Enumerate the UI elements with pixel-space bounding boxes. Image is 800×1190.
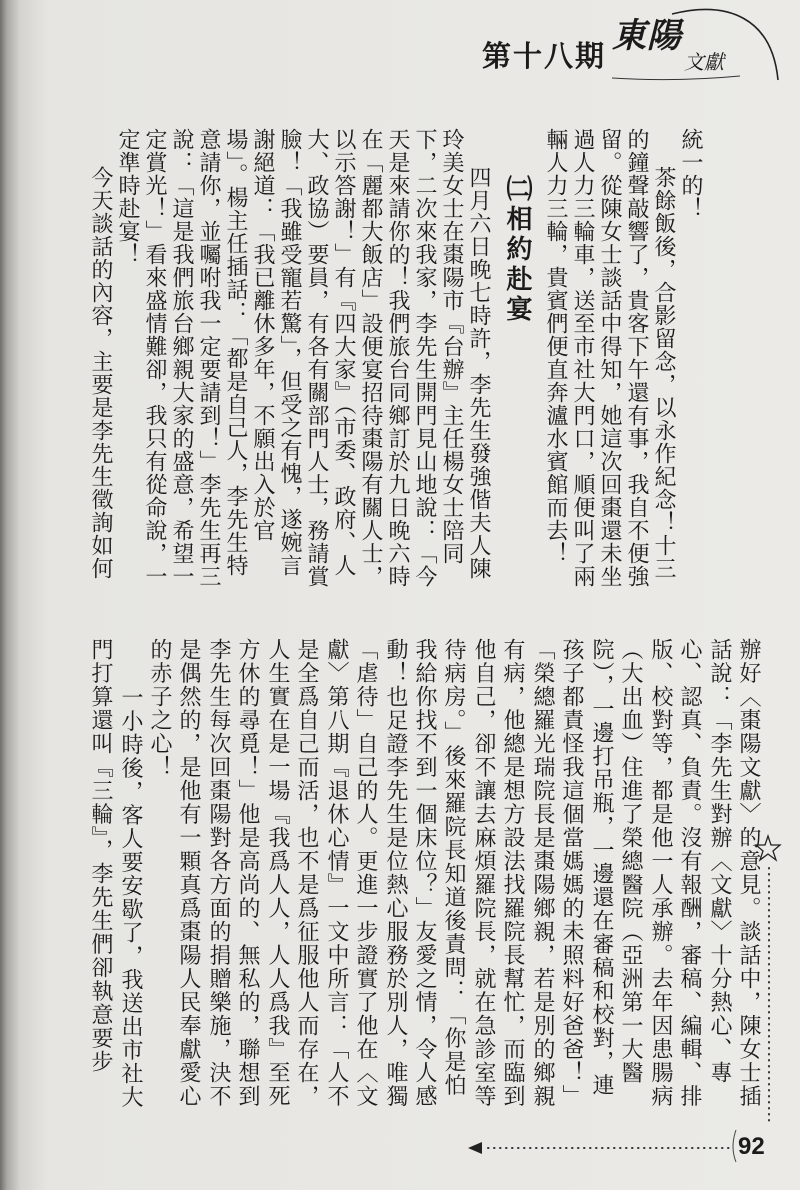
text-column: 版、校對等，都是他一人承辦。去年因患腸病 xyxy=(648,638,673,1108)
text-column: 待病房。」後來羅院長知道後責問：「你是怕 xyxy=(441,638,466,1097)
text-column: 孩子都責怪我這個當媽媽的未照料好爸爸！」 xyxy=(559,638,584,1108)
text-column: 天是來請你的！我們旅台同鄉訂於九日晚六時 xyxy=(385,128,410,588)
text-column: 心、認真、負責。沒有報酬，審稿、編輯、排 xyxy=(677,638,702,1108)
text-column: 辦好〈棗陽文獻〉的意見。談話中，陳女士插 xyxy=(736,638,761,1108)
text-column: 說：「這是我們旅台鄉親大家的盛意，希望一 xyxy=(169,128,194,588)
text-column: 茶餘飯後，合影留念，以永作紀念！十三 xyxy=(651,166,676,580)
text-column: 下，二次來我家，李先生開門見山地說：「今 xyxy=(412,128,437,588)
text-column: 統一的！ xyxy=(678,128,703,220)
text-column: 獻〉第八期『退休心情』一文中所言：「人不 xyxy=(324,638,349,1108)
text-column: 我給你找不到一個床位？」友愛之情，令人感 xyxy=(412,638,437,1108)
text-column: 場」。楊主任插話：「都是自己人，李先生特 xyxy=(223,128,248,577)
text-column: 定賞光！」看來盛情難卻，我只有從命說，一 xyxy=(142,128,167,588)
text-column: 院），一邊打吊瓶，一邊還在審稿和校對，連 xyxy=(589,638,614,1097)
text-column: 「虐待」自己的人。更進一步證實了他在〈文 xyxy=(353,638,378,1108)
section-heading: ㈡相約赴宴 xyxy=(502,175,532,325)
text-column: 今天談話的內容，主要是李先生徵詢如何 xyxy=(88,166,113,580)
text-column: 的鐘聲敲響了，貴客下午還有事，我自不便強 xyxy=(624,128,649,588)
text-column: 在「麗都大飯店」設便宴招待棗陽有關人士， xyxy=(358,128,383,588)
text-column: 以示答謝！」有『四大家』（市委、政府、人 xyxy=(331,128,356,577)
text-column: 話說：「李先生對辦〈文獻〉十分熱心、專 xyxy=(707,638,732,1085)
text-column: 留。從陳女士談話中得知，她這次回棗還未坐 xyxy=(597,128,622,588)
text-column: 輛人力三輪，貴賓們便直奔瀘水賓館而去！ xyxy=(543,128,568,565)
page-number: 92 xyxy=(738,1133,765,1160)
text-column: 是偶然的，是他有一顆真爲棗陽人民奉獻愛心 xyxy=(176,638,201,1108)
text-column: 意請你，並囑咐我一定要請到！」李先生再三 xyxy=(196,128,221,588)
text-column: 過人力三輪車，送至市社大門口，順便叫了兩 xyxy=(570,128,595,588)
text-column: 他自己，卻不讓去麻煩羅院長，就在急診室等 xyxy=(471,638,496,1108)
text-column: （大出血）住進了榮總醫院（亞洲第一大醫 xyxy=(618,638,643,1085)
text-column: 人生實在是一場『我爲人人，人人爲我』至死 xyxy=(265,638,290,1108)
journal-logo-subtitle: 文獻 xyxy=(684,50,724,74)
text-column: 李先生每次回棗陽對各方面的捐贈樂施，決不 xyxy=(206,638,231,1108)
text-column: 大、政協）要員，有各有關部門人士，務請賞 xyxy=(304,128,329,588)
text-column: 的赤子之心！ xyxy=(147,638,172,779)
text-column: 一小時後，客人要安歇了，我送出市社大 xyxy=(118,686,143,1109)
text-column: 是全爲自己而活，也不是爲征服他人而存在， xyxy=(294,638,319,1108)
text-column: 玲美女士在棗陽市『台辦』主任楊女士陪同 xyxy=(439,128,464,565)
text-column: 動！也足證李先生是位熱心服務於別人，唯獨 xyxy=(383,638,408,1108)
text-column: 有病，他總是想方設法找羅院長幫忙，而臨到 xyxy=(500,638,525,1108)
text-column: 方休的尋覓！」他是高尚的、無私的，聯想到 xyxy=(235,638,260,1108)
text-column: 臉！「我雖受寵若驚」，但受之有愧，遂婉言 xyxy=(277,128,302,577)
text-column: 門打算還叫『三輪』，李先生們卻執意要步 xyxy=(88,638,113,1074)
text-column: 四月六日晚七時許，李先生發強偕夫人陳 xyxy=(466,166,491,580)
text-column: 謝絕道：「我已離休多年，不願出入於官 xyxy=(250,128,275,542)
text-column: 「榮總羅光瑞院長是棗陽鄉親，若是別的鄉親 xyxy=(530,638,555,1108)
journal-logo-title: 東陽 xyxy=(612,16,682,56)
text-column: 定準時赴宴！ xyxy=(115,128,140,266)
issue-label: 第十八期 xyxy=(482,39,607,73)
